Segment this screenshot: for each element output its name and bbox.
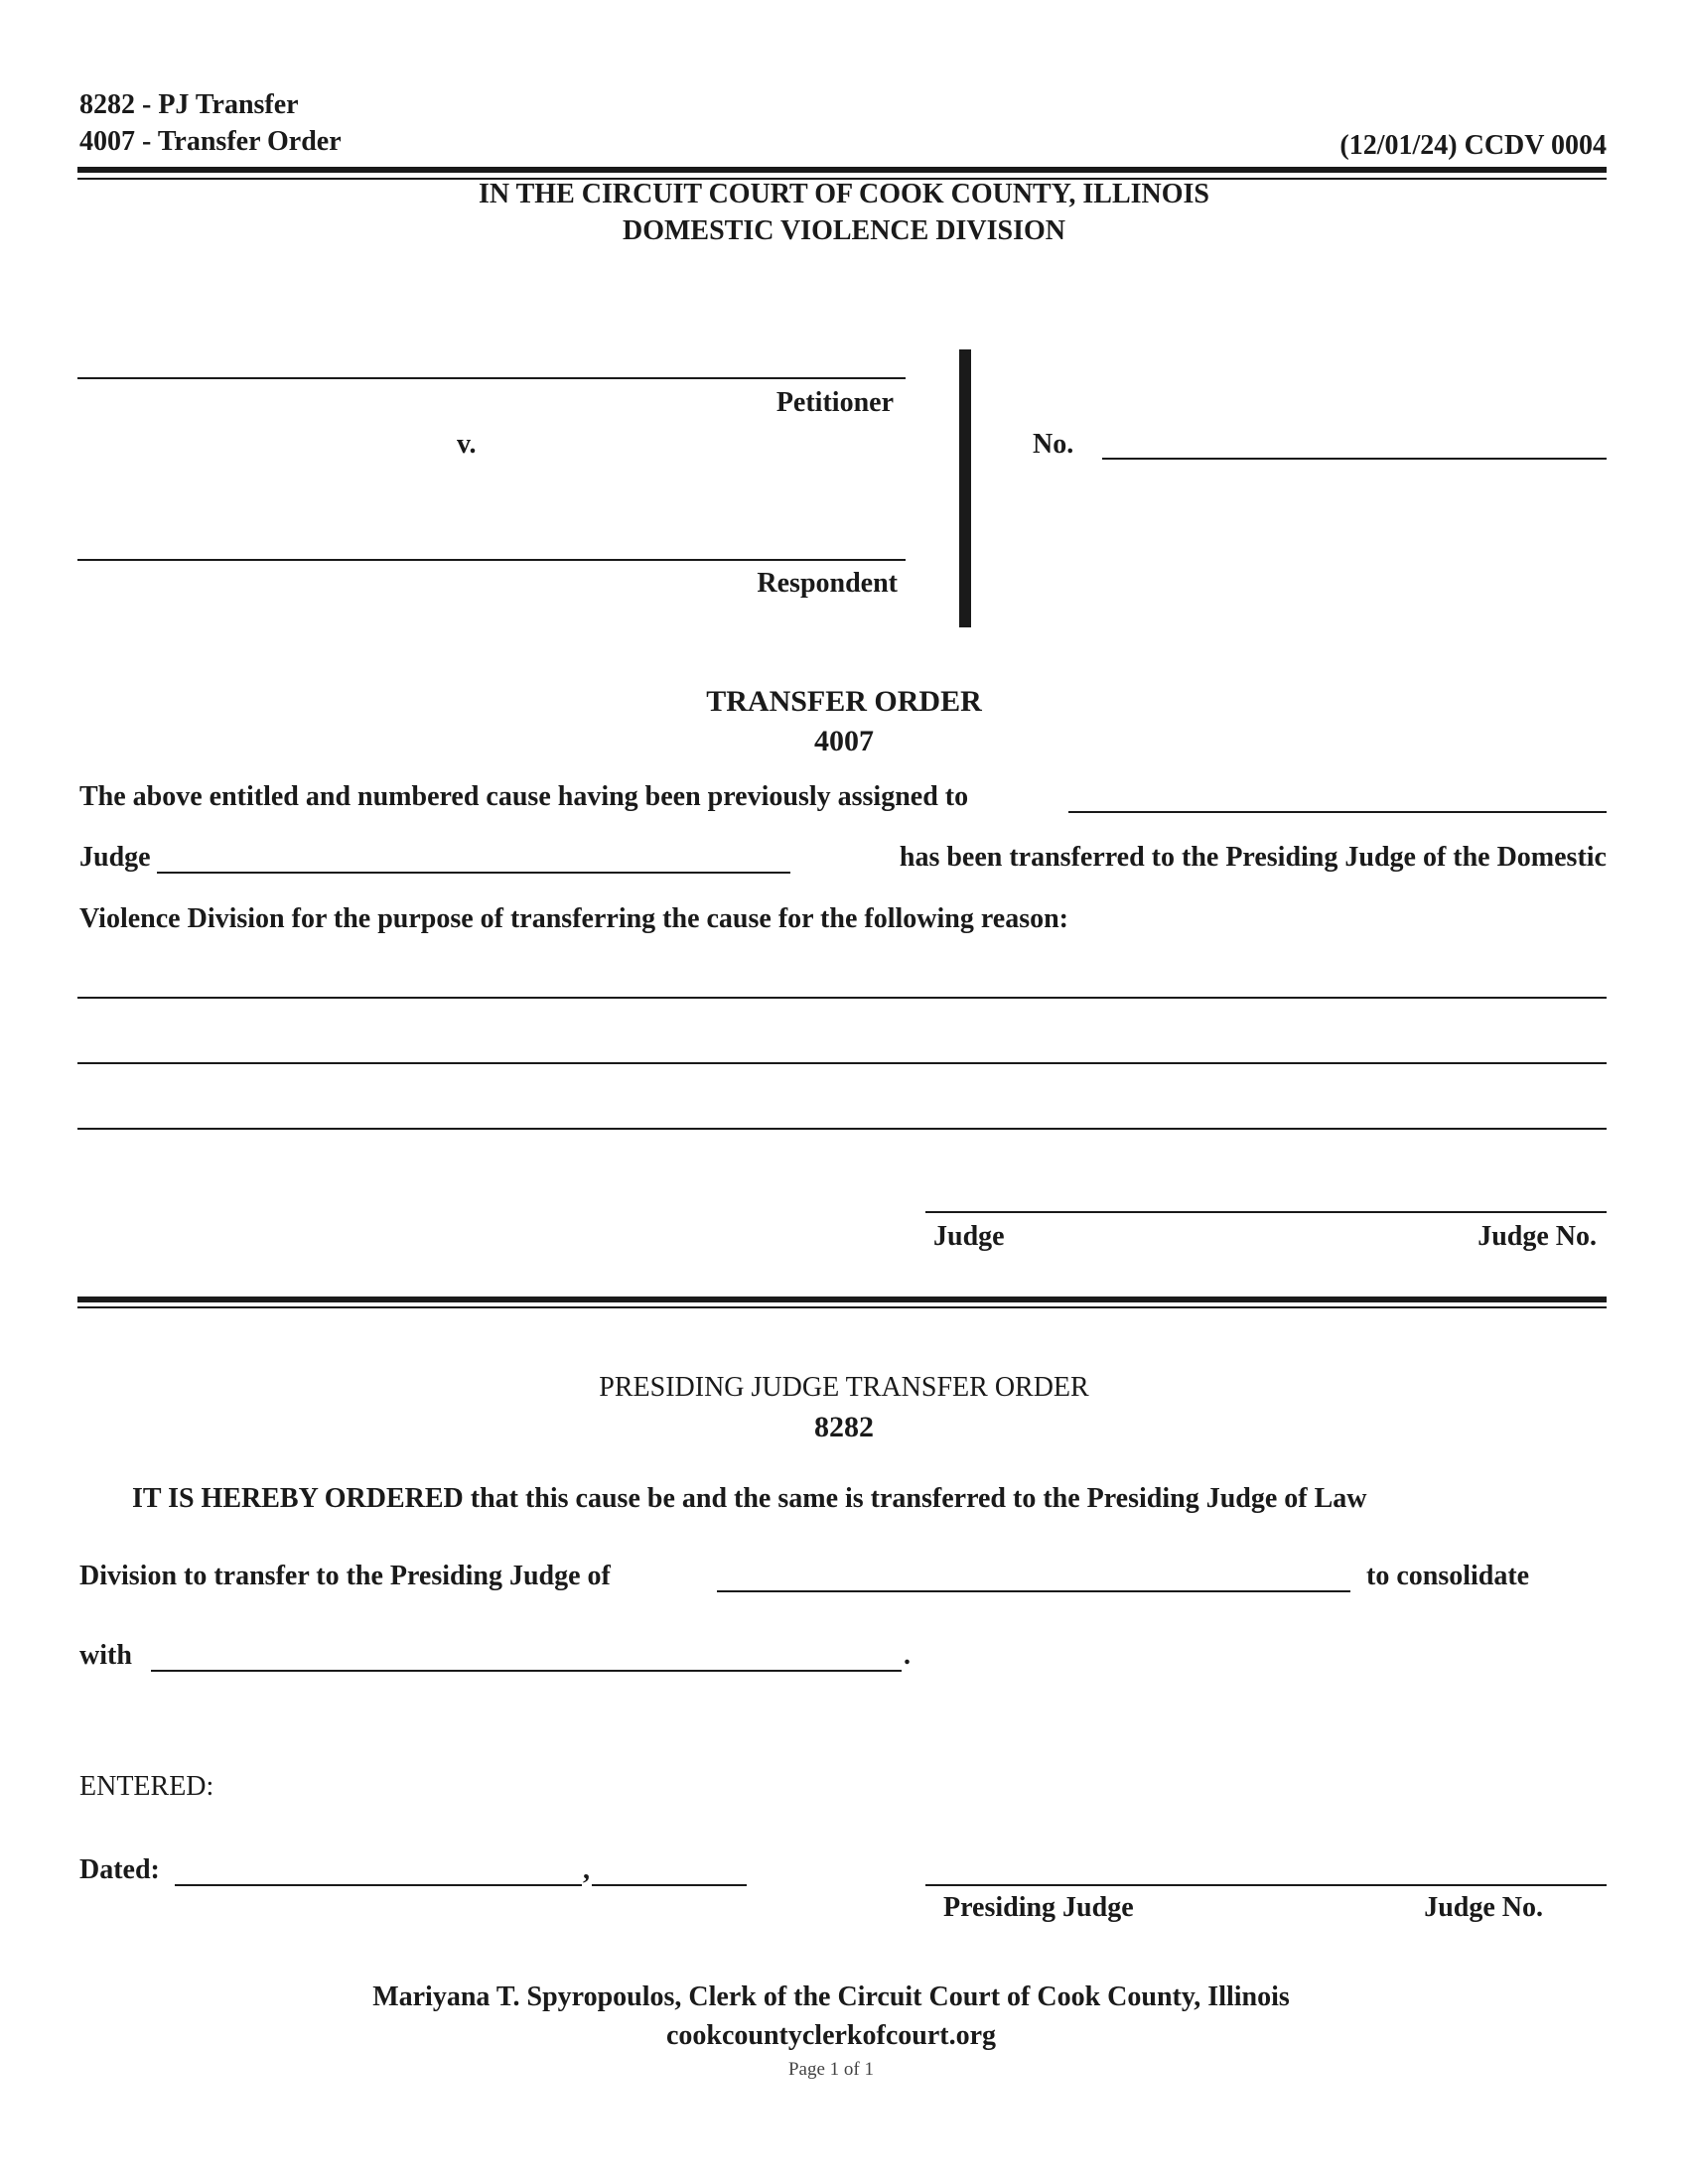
presiding-judge-signature-line[interactable] (925, 1884, 1607, 1886)
previous-assignment-field[interactable] (1068, 811, 1607, 813)
form-number-8282: 8282 - PJ Transfer (79, 89, 299, 120)
pj-order-text-line1: IT IS HEREBY ORDERED that this cause be and the same is transferred to the Presiding Judge of Law (132, 1483, 1367, 1514)
division-name: DOMESTIC VIOLENCE DIVISION (622, 215, 1066, 246)
dated-month-day-field[interactable] (175, 1884, 582, 1886)
reason-line-1[interactable] (77, 997, 1607, 999)
transfer-to-judge-field[interactable] (717, 1590, 1350, 1592)
respondent-label: Respondent (757, 568, 898, 599)
form-number-4007: 4007 - Transfer Order (79, 126, 342, 157)
versus-label: v. (457, 429, 477, 460)
case-no-label: No. (1033, 429, 1074, 460)
transfer-order-number: 4007 (814, 725, 874, 757)
judge-signature-line[interactable] (925, 1211, 1607, 1213)
pj-order-text-line2a: Division to transfer to the Presiding Judge of (79, 1561, 611, 1591)
pj-order-title: PRESIDING JUDGE TRANSFER ORDER (599, 1372, 1089, 1403)
reason-line-2[interactable] (77, 1062, 1607, 1064)
dated-label: Dated: (79, 1854, 160, 1885)
case-no-field[interactable] (1102, 458, 1607, 460)
respondent-line[interactable] (77, 559, 906, 561)
with-period: . (904, 1640, 911, 1671)
pj-order-number: 8282 (814, 1411, 874, 1443)
court-name: IN THE CIRCUIT COURT OF COOK COUNTY, ILLINOIS (479, 179, 1209, 209)
clerk-website[interactable]: cookcountyclerkofcourt.org (665, 2020, 997, 2051)
form-code: (12/01/24) CCDV 0004 (1339, 130, 1607, 161)
header-rule-thick (77, 167, 1607, 173)
judge-label: Judge (79, 842, 151, 873)
clerk-name: Mariyana T. Spyropoulos, Clerk of the Circuit Court of Cook County, Illinois (372, 1981, 1290, 2012)
dated-comma: , (583, 1854, 590, 1885)
dated-year-field[interactable] (592, 1884, 747, 1886)
petitioner-label: Petitioner (775, 387, 894, 418)
transfer-text-line1: The above entitled and numbered cause having been previously assigned to (79, 781, 969, 812)
transfer-text-line3: Violence Division for the purpose of transferring the cause for the following reason: (79, 903, 1068, 934)
pj-order-text-line2b: to consolidate (1366, 1561, 1530, 1591)
transfer-order-title: TRANSFER ORDER (706, 685, 982, 718)
signature-judge-no-label: Judge No. (1477, 1221, 1597, 1252)
page-number: Page 1 of 1 (787, 2059, 874, 2080)
petitioner-line[interactable] (77, 377, 906, 379)
reason-line-3[interactable] (77, 1128, 1607, 1130)
section-rule-thick (77, 1297, 1607, 1302)
signature-judge-label: Judge (933, 1221, 1005, 1252)
signature-presiding-judge-label: Presiding Judge (943, 1892, 1134, 1923)
signature-pj-judge-no-label: Judge No. (1424, 1892, 1543, 1923)
consolidate-with-field[interactable] (151, 1670, 902, 1672)
with-label: with (79, 1640, 132, 1671)
section-rule-thin (77, 1306, 1607, 1308)
transfer-text-line2: has been transferred to the Presiding Judge of the Domestic (899, 842, 1607, 873)
entered-label: ENTERED: (79, 1771, 214, 1802)
previous-judge-field[interactable] (157, 872, 790, 874)
caption-divider (959, 349, 971, 627)
